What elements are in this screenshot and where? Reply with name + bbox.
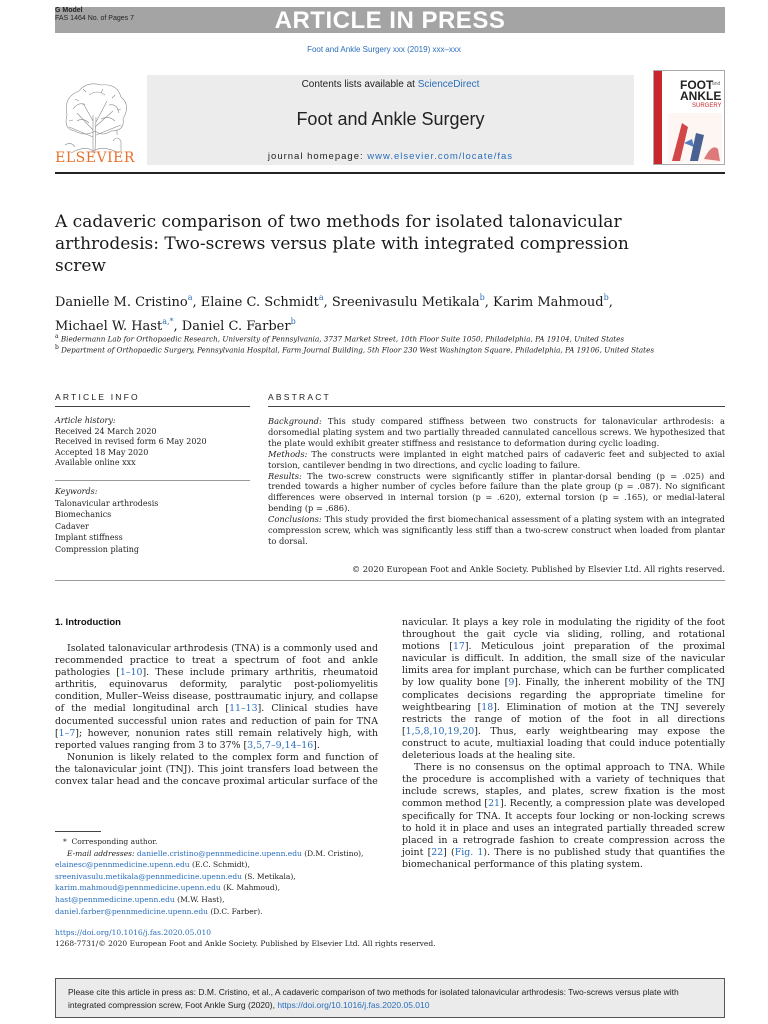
author-separator: ,	[173, 319, 182, 334]
footnote-email-line	[55, 848, 378, 860]
email-link[interactable]: sreenivasulu.metikala@pennmedicine.upenn.edu	[55, 871, 242, 881]
affiliation-b	[55, 342, 655, 355]
email-link[interactable]: karim.mahmoud@pennmedicine.upenn.edu	[55, 883, 221, 893]
footnote-email-line	[55, 859, 378, 871]
body-text: ]. Thus, early weightbearing may expose the construct to acute, multiaxial loading that could induce potentially deleterious loads at the healing site.	[402, 725, 725, 762]
article-in-press-banner: ARTICLE IN PRESS	[55, 7, 725, 33]
reference-link[interactable]: 1–7	[58, 727, 76, 739]
doi-block	[55, 927, 436, 949]
reference-link[interactable]: 3,5,7–9,14–16	[247, 739, 314, 751]
contents-line	[147, 79, 634, 90]
article-info-rule	[55, 406, 250, 407]
body-paragraph	[55, 643, 378, 752]
body-text: ].	[313, 739, 320, 751]
citation-text: Please cite this article in press as: D.M. Cristino, et al., A cadaveric comparison of two methods for isolated talonavicular arthrodesis: Two-screws versus plate with integrated compression screw, Foot Ankle Surg (2020),	[68, 987, 679, 1010]
affiliation-sup: b	[55, 344, 59, 351]
body-text: ]; however, nonunion rates still remain relatively high, with reported values ranging from 3 to 37% [	[55, 727, 378, 751]
body-text: ]. These include primary arthritis, rheumatoid arthritis, equinovarus deformity, paralytic post-poliomyelitis condition, Muller–Weiss disease, posttraumatic injury, and collapse of the medial longitudinal arch [	[55, 667, 378, 715]
abstract-section	[268, 471, 725, 515]
keyword-item: Cadaver	[55, 521, 89, 531]
manuscript-id: FAS 1464 No. of Pages 7	[55, 15, 134, 22]
article-history	[55, 416, 255, 469]
email-owner: (D.C. Farber).	[207, 906, 263, 916]
reference-link[interactable]: 18	[481, 701, 494, 713]
email-owner: (K. Mahmoud),	[220, 883, 280, 893]
sciencedirect-link[interactable]: ScienceDirect	[417, 79, 480, 90]
corresponding-author-footnote	[55, 836, 378, 917]
keyword-item: Implant stiffness	[55, 533, 123, 542]
keyword-item: Talonavicular arthrodesis	[55, 498, 159, 508]
g-model-label: G Model	[55, 7, 83, 14]
author-separator: ,	[323, 295, 332, 310]
masthead-rule	[55, 172, 725, 174]
author-affiliation-sup[interactable]: a,*	[162, 317, 174, 326]
abstract-body	[268, 416, 725, 547]
history-rule	[55, 480, 250, 481]
author-affiliation-sup[interactable]: b	[479, 293, 485, 302]
abstract-bottom-rule	[55, 580, 725, 581]
body-text: ). There is no published study that quantifies the biomechanical performance of this plating system.	[402, 846, 725, 870]
body-text: ]. Elimination of motion at the TNJ severely restricts the range of motion of the foot in all directions [	[402, 701, 725, 737]
manuscript-info	[55, 7, 134, 23]
masthead-info-box	[147, 75, 634, 165]
journal-masthead	[55, 70, 725, 165]
author-separator: ,	[484, 295, 494, 310]
citation-box	[55, 978, 725, 1018]
affiliation-text: Department of Orthopaedic Surgery, Pennsylvania Hospital, Farm Journal Building, 5th Floor 230 West Washington Square, Philadelphia, PA 19106, United States	[61, 345, 655, 355]
abstract-section-text: The two-screw constructs were significantly stiffer in plantar-dorsal bending (p = .025) and trended towards a higher number of cycles before failure than the plate group (p = .087). No significant differences were observed in internal torsion (p = .620), external torsion (p = .165), or medial-lateral bending (p = .686).	[268, 470, 725, 514]
email-link[interactable]: hast@pennmedicine.upenn.edu	[55, 894, 175, 904]
issn-copyright: 1268-7731/© 2020 European Foot and Ankle Society. Published by Elsevier Ltd. All rights reserved.	[55, 939, 436, 948]
abstract-section-label: Conclusions:	[268, 514, 322, 525]
article-info-heading: ARTICLE INFO	[55, 392, 140, 402]
reference-link[interactable]: 22	[431, 846, 444, 858]
body-text: ]. Meticulous joint preparation of the proximal navicular is difficult. In addition, the small size of the navicular limits area for implant purchase, which can be further complicated by low quality bone [	[402, 641, 725, 689]
reference-link[interactable]: 17	[452, 641, 465, 653]
reference-link[interactable]: 1,5,8,10,19,20	[405, 725, 475, 737]
body-column-left	[55, 643, 378, 788]
email-link[interactable]: daniel.farber@pennmedicine.upenn.edu	[55, 906, 208, 916]
reference-link[interactable]: 1–10	[119, 667, 143, 679]
keywords-label: Keywords:	[55, 487, 98, 496]
cover-illustration-icon	[668, 113, 722, 163]
author-separator: ,	[608, 295, 613, 310]
body-text: There is no consensus on the optimal approach to TNA. While the procedure is accomplished with a variety of techniques that include screws, staples, and plates, screw fixation is the most common method [	[402, 762, 725, 810]
author-name: Daniel C. Farber	[181, 319, 291, 334]
abstract-section-label: Methods:	[268, 448, 308, 459]
reference-link[interactable]: 9	[508, 677, 515, 689]
body-text: ] (	[443, 846, 455, 858]
author-name: Danielle M. Cristino	[55, 295, 188, 310]
email-owner: (M.W. Hast),	[174, 894, 225, 904]
abstract-section-label: Results:	[268, 470, 302, 481]
contents-prefix: Contents lists available at	[301, 79, 418, 90]
footnote-email-line	[55, 906, 378, 918]
footnote-star: *	[63, 837, 67, 846]
reference-link[interactable]: 21	[488, 798, 500, 810]
author-affiliation-sup[interactable]: b	[290, 317, 296, 326]
abstract-section-text: This study provided the first biomechanical assessment of a plating system with an integrated compression screw, which was significantly less stiff than a two-screw construct when loaded from plantar to dorsal.	[268, 514, 725, 546]
journal-cover-thumbnail[interactable]	[653, 70, 725, 165]
abstract-heading: ABSTRACT	[268, 392, 331, 402]
body-paragraph	[402, 762, 725, 871]
body-text: ]. Clinical studies have documented successful union rates and reduction of pain for TNA [	[55, 703, 378, 739]
section-heading-introduction: 1. Introduction	[55, 617, 121, 628]
affiliation-text: Biedermann Lab for Orthopaedic Research, University of Pennsylvania, 3737 Market Street, 10th Floor Suite 1050, Philadelphia, PA 19104, United States	[60, 334, 625, 344]
reference-link[interactable]: 11–13	[229, 703, 258, 715]
history-label: Article history:	[55, 416, 116, 425]
abstract-copyright: © 2020 European Foot and Ankle Society. Published by Elsevier Ltd. All rights reserved.	[351, 564, 725, 574]
email-link[interactable]: elainesc@pennmedicine.upenn.edu	[55, 860, 190, 870]
author-name: Michael W. Hast	[55, 319, 163, 334]
author-name: Karim Mahmoud	[493, 295, 604, 310]
abstract-rule	[268, 406, 725, 407]
cover-title-foot: FOOT	[680, 78, 714, 92]
history-item: Available online xxx	[55, 458, 136, 467]
footnote-corresponding	[55, 836, 378, 848]
cover-title-ankle: ANKLE	[680, 89, 722, 103]
body-paragraph	[402, 617, 725, 762]
abstract-section	[268, 449, 725, 471]
keyword-item: Compression plating	[55, 544, 139, 554]
journal-reference-link[interactable]: Foot and Ankle Surgery xxx (2019) xxx–xxx	[307, 45, 461, 54]
body-column-right	[402, 617, 725, 871]
email-link[interactable]: danielle.cristino@pennmedicine.upenn.edu	[136, 848, 302, 858]
affiliation-sup: a	[55, 333, 59, 340]
history-item: Received in revised form 6 May 2020	[55, 437, 207, 446]
footnote-email-line	[55, 882, 378, 894]
cover-and: and	[712, 81, 721, 87]
email-owner: (S. Metikala),	[241, 871, 296, 881]
cover-red-stripe	[654, 71, 662, 165]
body-text: navicular. It plays a key role in modulating the rigidity of the foot throughout the gait cycle via sliding, rolling, and rotational motions [	[402, 617, 725, 653]
footnote-email-line	[55, 894, 378, 906]
body-text: ]. Recently, a compression plate was developed specifically for TNA. It accepts four locking or non-locking screws to hold it in place and uses an integrated partially threaded screw placed in a retrograde fashion to create compression across the joint [	[402, 798, 725, 858]
cover-title-surgery: SURGERY	[692, 103, 722, 109]
journal-homepage-link[interactable]: www.elsevier.com/locate/fas	[367, 151, 514, 162]
abstract-section-label: Background:	[268, 416, 322, 426]
author-separator: ,	[192, 295, 201, 310]
article-title: A cadaveric comparison of two methods for isolated talonavicular arthrodesis: Two-screws versus plate with integrated compression screw	[55, 212, 629, 276]
history-item: Received 24 March 2020	[55, 426, 157, 436]
footnote-corresponding-text: Corresponding author.	[71, 837, 158, 846]
homepage-prefix: journal homepage:	[267, 151, 368, 162]
abstract-section-text: This study compared stiffness between two constructs for talonavicular arthrodesis: a dorsomedial plating system and two partially threaded cannulated cancellous screws. We hypothesized that the plate would exhibit greater stiffness and resistance to deformation during cyclic loading.	[268, 416, 725, 448]
journal-name: Foot and Ankle Surgery	[296, 109, 485, 129]
abstract-section	[268, 416, 725, 449]
author-affiliation-sup[interactable]: a	[318, 293, 324, 302]
email-owner: (E.C. Schmidt),	[189, 860, 250, 870]
homepage-line	[147, 151, 634, 162]
keywords	[55, 486, 255, 555]
body-paragraph	[55, 752, 378, 788]
abstract-section	[268, 514, 725, 547]
elsevier-wordmark: ELSEVIER	[55, 150, 135, 166]
email-owner: (D.M. Cristino),	[301, 848, 364, 858]
footnote-email-line	[55, 871, 378, 883]
citation-doi-link[interactable]: https://doi.org/10.1016/j.fas.2020.05.010	[277, 999, 430, 1010]
author-name: Elaine C. Schmidt	[200, 295, 319, 310]
body-text: Nonunion is likely related to the complex form and function of the talonavicular joint (TNJ). This joint transfers load between the convex talar head and the concave proximal articular surface of the	[55, 751, 378, 788]
author-affiliation-sup[interactable]: a	[187, 293, 193, 302]
body-text: Isolated talonavicular arthrodesis (TNA) is a commonly used and recommended practice to treat a spectrum of foot and ankle pathologies [	[55, 643, 378, 679]
author-list	[55, 288, 655, 336]
doi-link[interactable]: https://doi.org/10.1016/j.fas.2020.05.010	[55, 928, 212, 937]
footnote-rule	[55, 831, 101, 832]
keyword-item: Biomechanics	[55, 510, 112, 519]
reference-link[interactable]: Fig. 1	[454, 846, 484, 858]
author-name: Sreenivasulu Metikala	[331, 295, 480, 310]
body-text: ]. Finally, the inherent mobility of the TNJ complicates decisions regarding the appropriate timeline for weightbearing [	[402, 677, 725, 713]
email-addresses-label: E-mail addresses:	[67, 848, 135, 858]
author-affiliation-sup[interactable]: b	[603, 293, 609, 302]
history-item: Accepted 18 May 2020	[55, 447, 149, 457]
abstract-section-text: The constructs were implanted in eight matched pairs of cadaveric feet and subjected to axial torsion, cantilever bending in two directions, and cyclic loading to failure.	[268, 448, 725, 470]
